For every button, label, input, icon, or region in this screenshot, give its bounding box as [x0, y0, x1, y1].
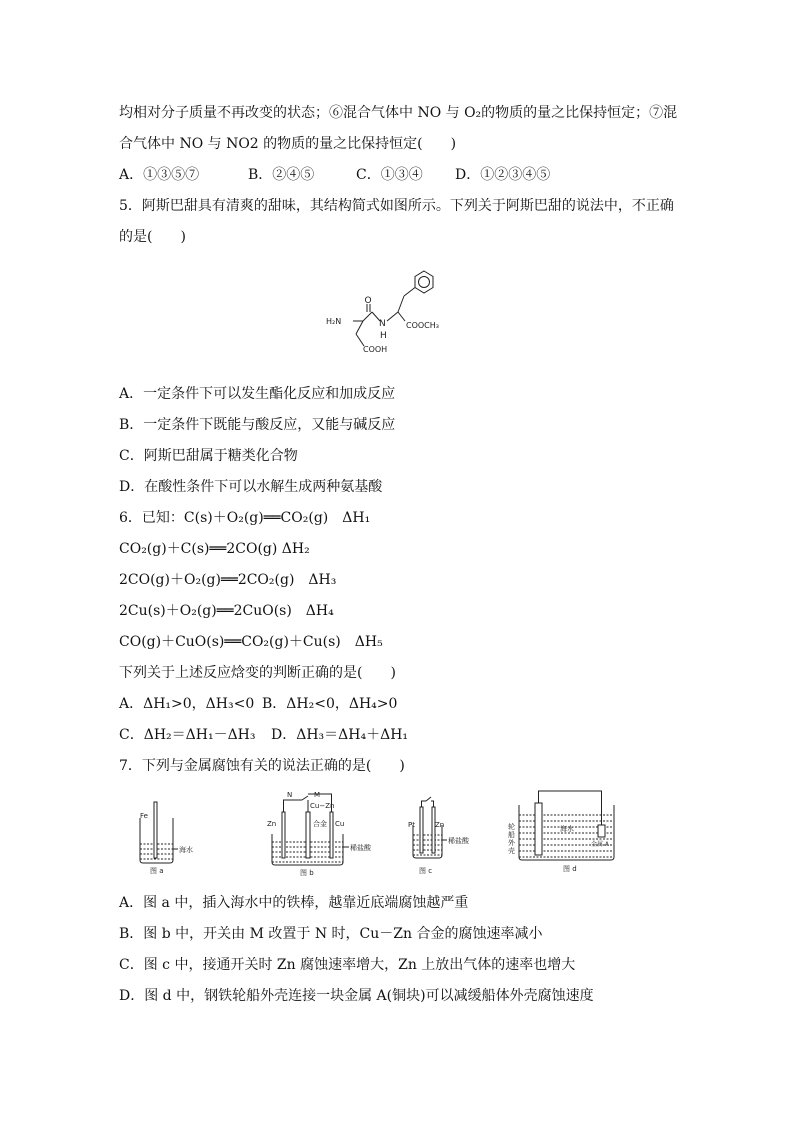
fig-b-caption: 图 b	[300, 869, 314, 877]
fig-d-ship-label-3: 外	[508, 839, 515, 847]
figure-a	[130, 800, 205, 878]
fig-b-alloy-label: 合金	[313, 820, 327, 828]
fig-b-m-label: M	[314, 791, 321, 799]
q6-option-d: D．ΔH₃＝ΔH₄＋ΔH₁	[271, 727, 409, 743]
fig-b-zn-label: Zn	[267, 820, 277, 828]
fig-a-water-label: 海水	[179, 846, 193, 854]
fig-d-ship-label-2: 船	[508, 831, 515, 839]
fig-b-acid-label: 稀盐酸	[350, 844, 371, 852]
fig-d-ship-label-1: 轮	[508, 823, 515, 831]
q7-option-b: B．图 b 中，开关由 M 改置于 N 时，Cu－Zn 合金的腐蚀速率减小	[119, 926, 543, 942]
figure-b	[262, 790, 382, 878]
q4-option-d: D．①②③④⑤	[455, 167, 551, 183]
q5-option-d: D．在酸性条件下可以水解生成两种氨基酸	[119, 479, 383, 495]
fig-d-ship-label-4: 壳	[508, 847, 515, 855]
fig-d-water-label: 海水	[560, 825, 574, 833]
q4-line-1: 均相对分子质量不再改变的状态；⑥混合气体中 NO 与 O₂的物质的量之比保持恒定；⑦混	[119, 105, 678, 121]
q4-line-2: 合气体中 NO 与 NO2 的物质的量之比保持恒定( )	[119, 136, 457, 152]
fig-a-fe-label: Fe	[140, 812, 148, 820]
fig-a-caption: 图 a	[150, 867, 164, 875]
fig-b-n-label: N	[287, 791, 293, 799]
fig-b-cuzn-label: Cu−Zn	[310, 802, 335, 810]
fig-c-zn-label: Zn	[435, 821, 445, 829]
q5-option-a: A．一定条件下可以发生酯化反应和加成反应	[119, 386, 396, 402]
q6-equation-2: CO₂(g)＋C(s)══2CO(g) ΔH₂	[119, 541, 310, 557]
fig-d-metal-label: 金属 A	[591, 841, 610, 848]
q6-option-a: A．ΔH₁>0，ΔH₃<0	[119, 696, 255, 712]
amide-n-label: N	[379, 319, 386, 329]
aspartame-structure	[320, 268, 450, 360]
ester-label: COOCH₃	[406, 321, 439, 330]
q5-stem-line-1: 5．阿斯巴甜具有清爽的甜味，其结构简式如图所示。下列关于阿斯巴甜的说法中，不正确	[119, 198, 674, 214]
figure-c	[405, 793, 485, 878]
q6-option-b: B．ΔH₂<0，ΔH₄>0	[262, 696, 398, 712]
fig-b-cu-label: Cu	[335, 820, 345, 828]
carbonyl-o-label: O	[364, 296, 372, 306]
q6-option-c: C．ΔH₂＝ΔH₁－ΔH₃	[119, 727, 256, 743]
fig-c-caption: 图 c	[419, 867, 433, 875]
q6-equation-3: 2CO(g)＋O₂(g)══2CO₂(g) ΔH₃	[119, 572, 337, 588]
q5-stem-line-2: 的是( )	[119, 229, 186, 245]
q6-stem: 6．已知：C(s)＋O₂(g)══CO₂(g) ΔH₁	[119, 510, 371, 526]
q7-option-a: A．图 a 中，插入海水中的铁棒，越靠近底端腐蚀越严重	[119, 895, 469, 911]
q5-option-c: C．阿斯巴甜属于糖类化合物	[119, 448, 298, 464]
amide-h-label: H	[380, 331, 387, 341]
carboxyl-label: COOH	[363, 345, 388, 354]
q7-stem: 7．下列与金属腐蚀有关的说法正确的是( )	[119, 758, 405, 774]
q5-option-b: B．一定条件下既能与酸反应，又能与碱反应	[119, 417, 396, 433]
fig-c-pt-label: Pt	[408, 821, 415, 829]
q4-option-b: B．②④⑤	[248, 167, 315, 183]
q4-option-c: C．①③④	[356, 167, 423, 183]
q6-equation-4: 2Cu(s)＋O₂(g)══2CuO(s) ΔH₄	[119, 603, 334, 619]
q6-equation-5: CO(g)＋CuO(s)══CO₂(g)＋Cu(s) ΔH₅	[119, 634, 383, 650]
fig-d-caption: 图 d	[563, 865, 577, 873]
q6-question: 下列关于上述反应焓变的判断正确的是( )	[119, 665, 396, 681]
fig-c-acid-label: 稀盐酸	[448, 837, 469, 845]
q7-option-d: D．图 d 中，钢铁轮船外壳连接一块金属 A(铜块)可以减缓船体外壳腐蚀速度	[119, 988, 594, 1004]
q7-option-c: C．图 c 中，接通开关时 Zn 腐蚀速率增大，Zn 上放出气体的速率也增大	[119, 957, 576, 973]
h2n-label: H₂N	[326, 317, 342, 326]
q4-option-a: A．①③⑤⑦	[119, 167, 200, 183]
figure-d	[503, 787, 623, 879]
